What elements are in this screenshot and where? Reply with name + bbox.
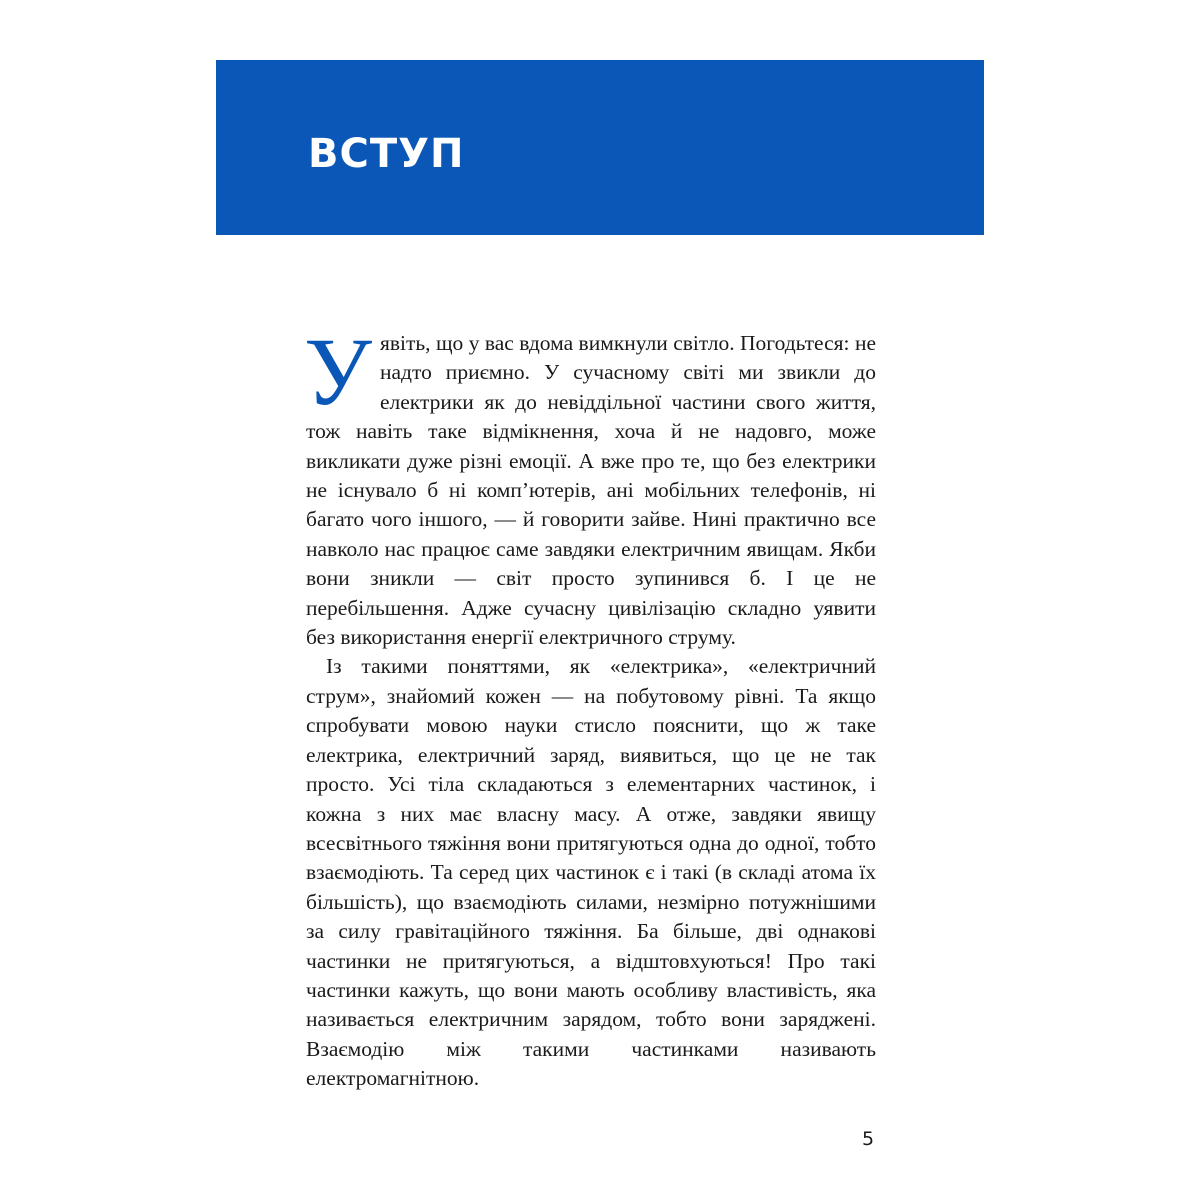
chapter-header-band — [216, 60, 984, 235]
drop-cap: У — [304, 318, 372, 425]
chapter-body — [304, 318, 876, 1094]
paragraph-1-text: явіть, що у вас вдома вимкнули світло. Погодьтеся: не надто приємно. У сучасному світі ми звикли до електрики як до невіддільної частини свого життя, тож навіть таке відмікнення, хоча й не надовго, може викликати дуже різні емоції. А вже про те, що без електрики не існувало б ні комп’ютерів, ані мобільних телефонів, ні багато чого іншого, — й говорити зайве. Нині практично все навколо нас працює саме завдяки електричним явищам. Якби вони зникли — світ просто зупинився б. І це не перебільшення. Адже сучасну цивілізацію складно уявити без використання енергії електричного струму. — [306, 331, 876, 650]
paragraph-2: Із такими поняттями, як «електрика», «електричний струм», знайомий кожен — на побутовому рівні. Та якщо спробувати мовою науки стисло пояснити, що ж таке електрика, електричний заряд, виявиться, що це не так просто. Усі тіла складаються з елементарних частинок, і кожна з них має власну масу. А отже, завдяки явищу всесвітнього тяжіння вони притягуються одна до одної, тобто взаємодіють. Та серед цих частинок є і такі (в складі атома їх більшість), що взаємодіють силами, незмірно потужнішими за силу гравітаційного тяжіння. Ба більше, дві однакові частинки не притягуються, а відштовхуються! Про такі частинки кажуть, що вони мають особливу властивість, яка називається електричним зарядом, тобто вони заряджені. Взаємодію між такими частинками називають електромагнітною. — [306, 654, 876, 1091]
page-number: 5 — [862, 1128, 875, 1150]
chapter-title: ВСТУП — [308, 131, 465, 177]
paragraph-1 — [304, 318, 876, 652]
